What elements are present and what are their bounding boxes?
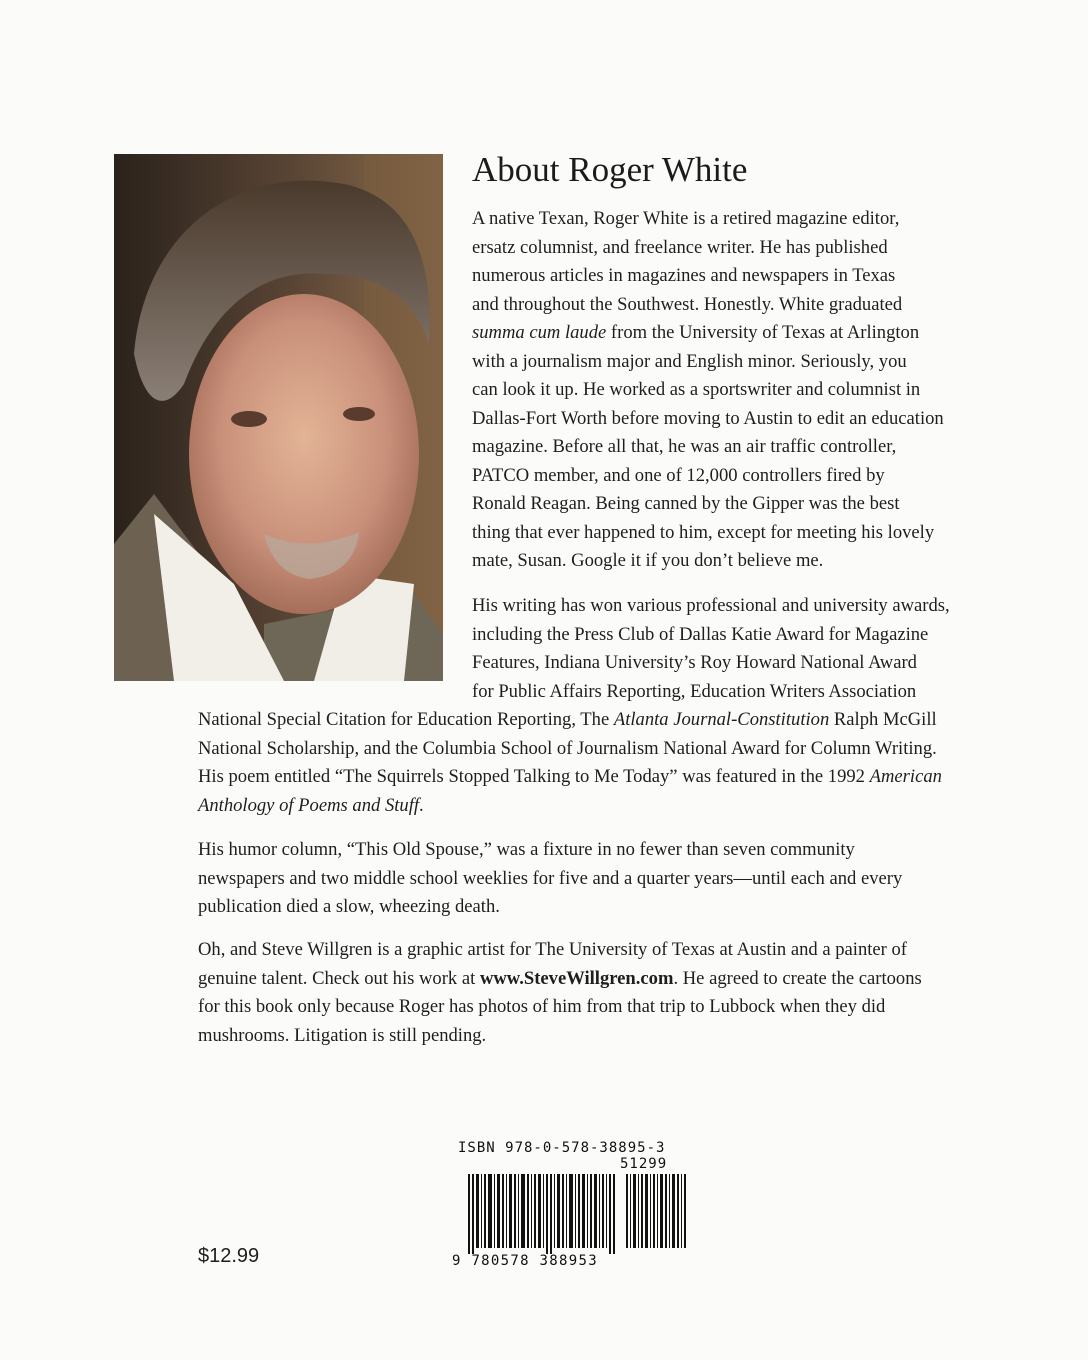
text-line: Ronald Reagan. Being canned by the Gipper was the best [472,493,900,514]
text-line [472,319,1012,348]
text-line [198,792,998,821]
text-line: including the Press Club of Dallas Katie Award for Magazine [472,623,929,645]
text-line [198,706,998,735]
isbn-barcode [452,1140,692,1276]
latin-honor: summa cum laude [472,322,607,343]
text-line: Features, Indiana University’s Roy Howard National Award [472,652,917,673]
page-title: About Roger White [472,150,748,189]
text-line: National Scholarship, and the Columbia School of Journalism National Award for Column Writing. [198,737,937,759]
isbn-number: ISBN 978-0-578-38895-3 [458,1140,666,1156]
text-line: for Public Affairs Reporting, Education Writers Association [472,680,917,702]
text-fragment: Ralph McGill [829,709,937,730]
text-line: for this book only because Roger has photos of him from that trip to Lubbock when they did [198,996,886,1017]
text-line: can look it up. He worked as a sportswriter and columnist in [472,379,921,400]
text-fragment: His poem entitled “The Squirrels Stopped Talking to Me Today” was featured in the 1992 [198,766,870,787]
text-fragment: . [419,794,424,816]
newspaper-title: Atlanta Journal-Constitution [613,709,830,730]
text-fragment: from the University of Texas at Arlington [606,322,920,343]
bio-paragraph-illustrator [198,936,988,1050]
website-link[interactable]: www.SteveWillgren.com [479,967,674,989]
text-line: His writing has won various professional and university awards, [472,595,950,616]
text-fragment: . He agreed to create the cartoons [673,967,922,989]
anthology-title: Anthology of Poems and Stuff [198,794,420,816]
price-label: $12.99 [198,1245,260,1267]
text-line [198,965,988,994]
text-line: mate, Susan. Google it if you don’t believe me. [472,550,824,571]
text-line: PATCO member, and one of 12,000 controllers fired by [472,464,885,486]
text-line: mushrooms. Litigation is still pending. [198,1024,487,1046]
barcode-bars-icon [468,1174,688,1254]
text-line [198,763,998,792]
text-line: with a journalism major and English minor. Seriously, you [472,350,907,372]
text-line: ersatz columnist, and freelance writer. He has published [472,236,888,258]
text-line: Dallas-Fort Worth before moving to Austin to edit an education [472,407,944,429]
text-line: newspapers and two middle school weeklies for five and a quarter years—until each and every [198,867,903,889]
text-line: thing that ever happened to him, except for meeting his lovely [472,521,935,543]
bio-paragraph-column [198,836,978,922]
bio-paragraph-awards [198,592,998,820]
text-line: magazine. Before all that, he was an air traffic controller, [472,436,897,457]
text-fragment: National Special Citation for Education Reporting, The [198,709,614,730]
text-line: His humor column, “This Old Spouse,” was a fixture in no fewer than seven community [198,839,855,860]
text-line: numerous articles in magazines and newspapers in Texas [472,265,896,286]
text-line: publication died a slow, wheezing death. [198,896,500,917]
anthology-title: American [869,766,942,787]
text-line: Oh, and Steve Willgren is a graphic artist for The University of Texas at Austin and a painter of [198,939,907,960]
text-fragment: genuine talent. Check out his work at [198,967,480,989]
text-line: A native Texan, Roger White is a retired magazine editor, [472,208,900,229]
bio-paragraph-1 [472,205,1012,576]
text-line: and throughout the Southwest. Honestly. White graduated [472,293,903,315]
ean13-digits: 9 780578 388953 [452,1253,598,1269]
price-addon-digits: 51299 [620,1156,668,1172]
